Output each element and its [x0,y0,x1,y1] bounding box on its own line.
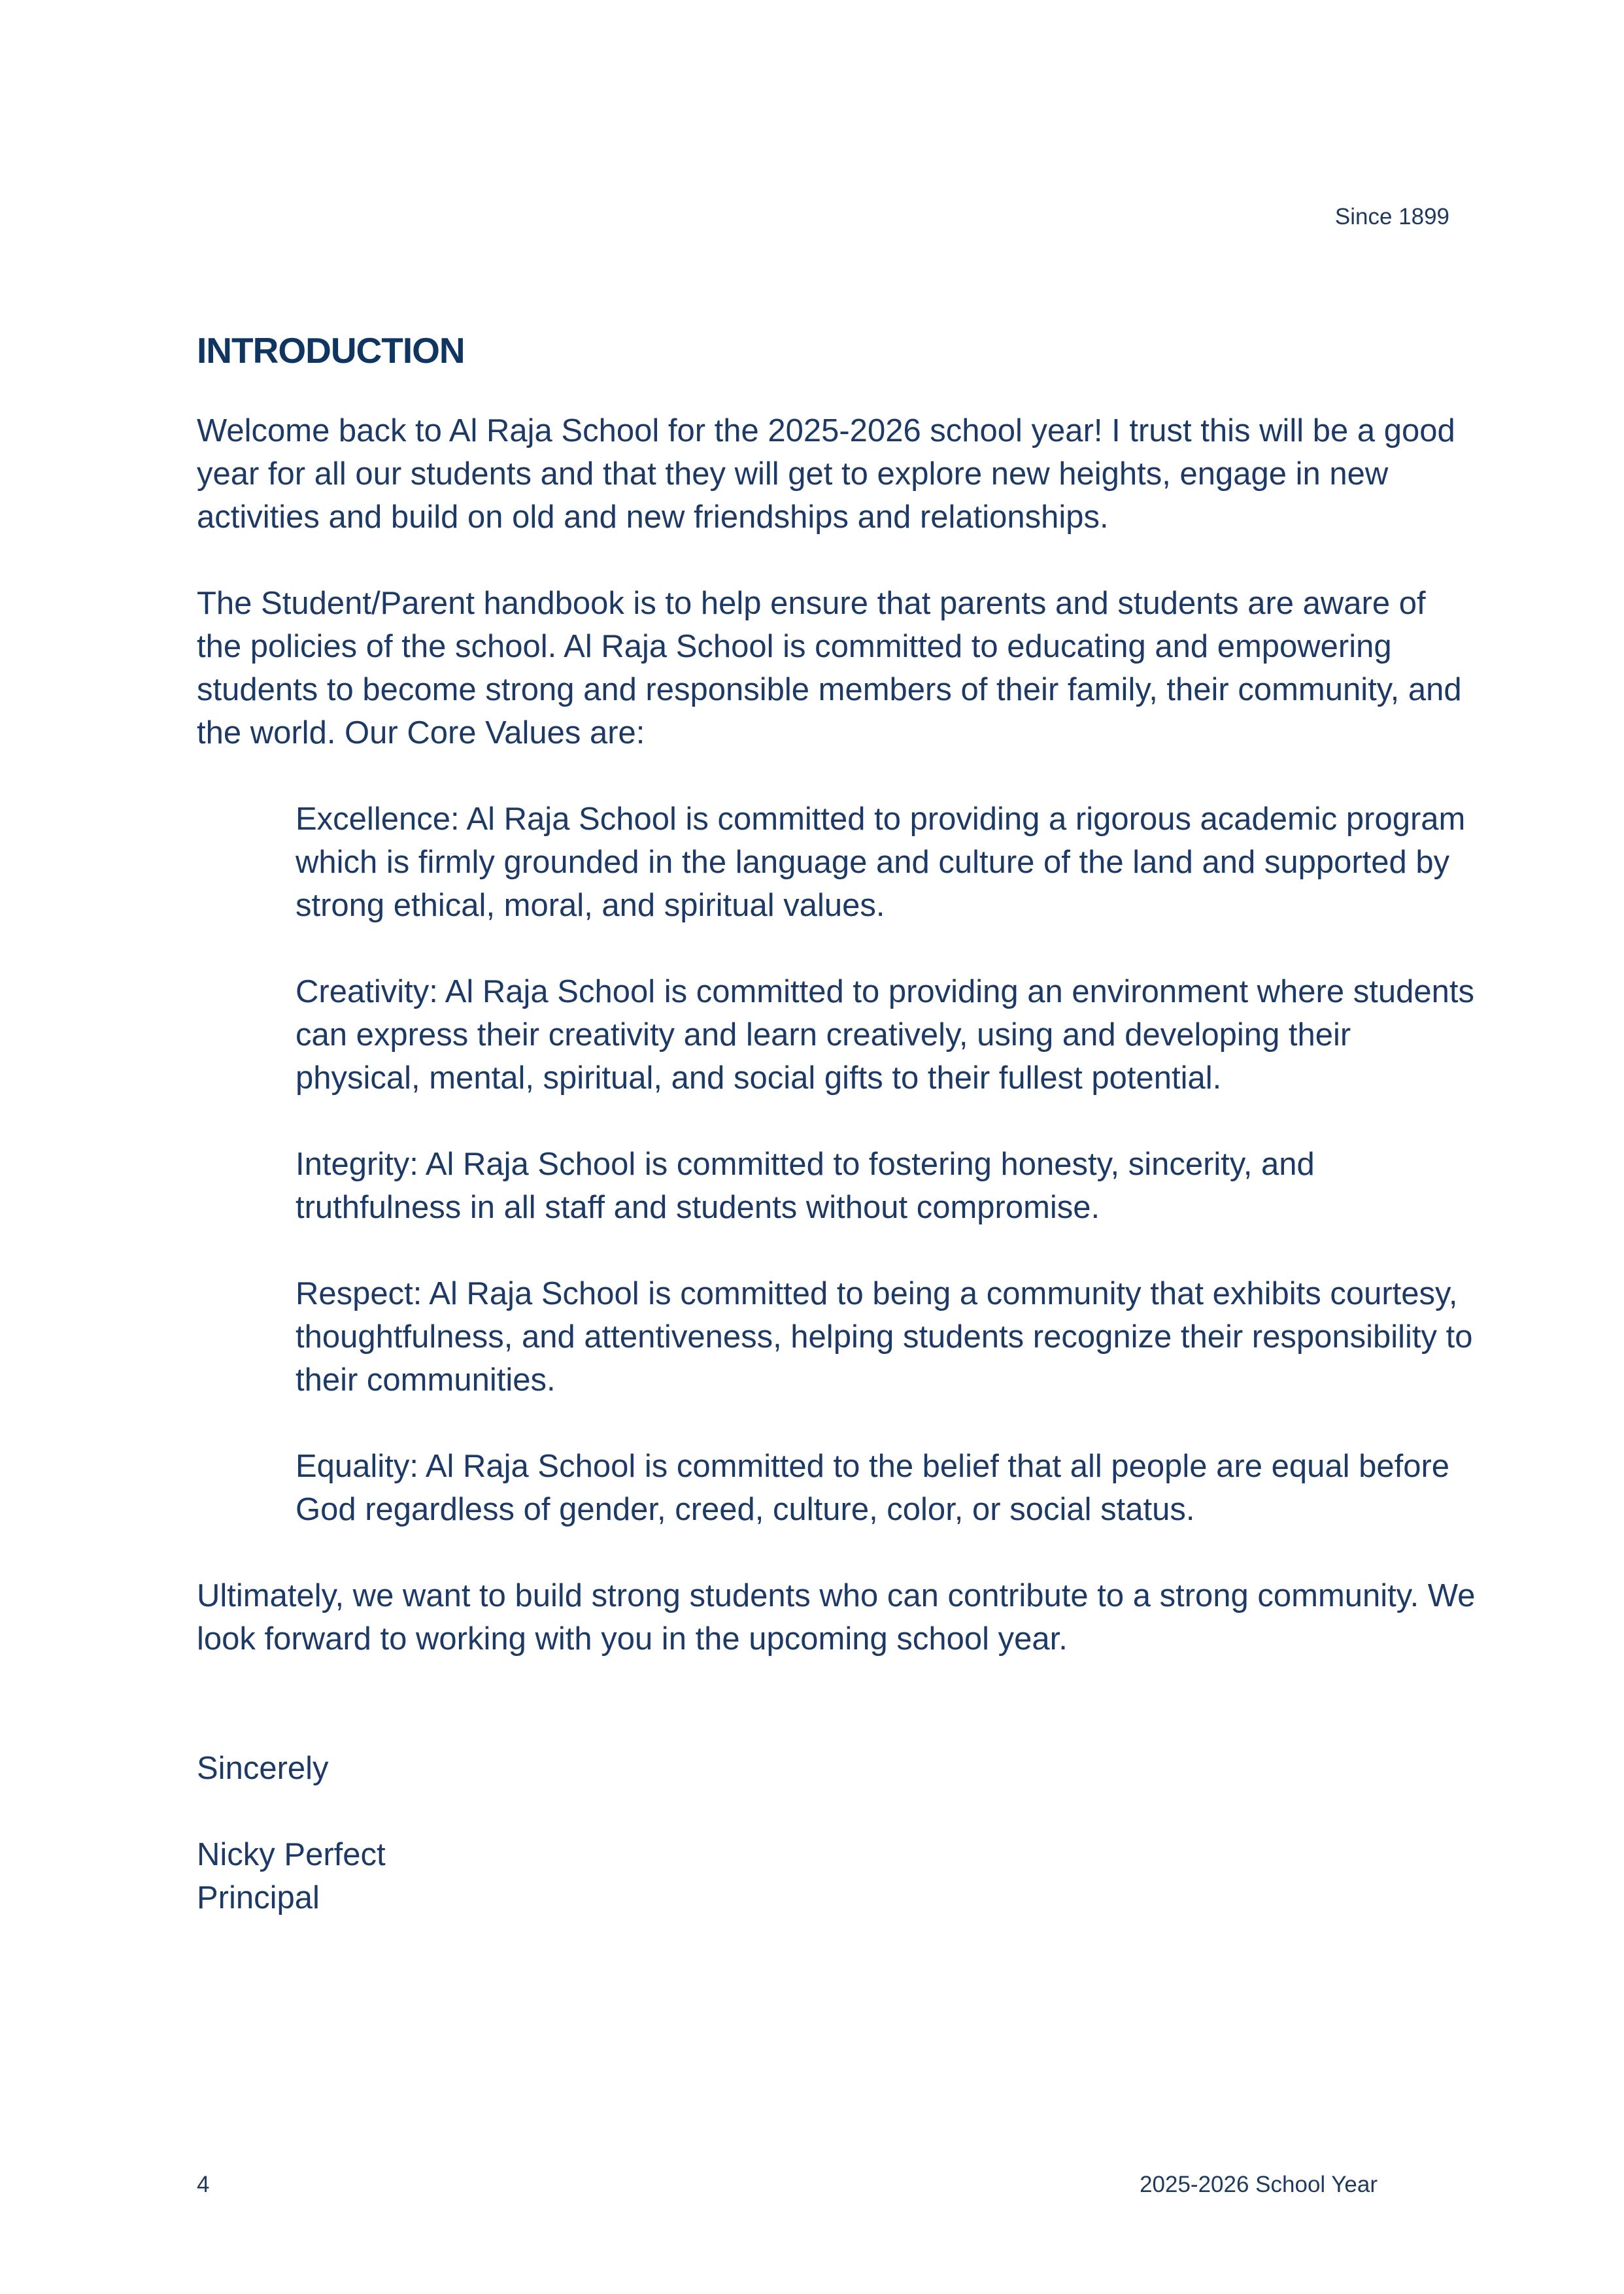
closing-paragraph: Ultimately, we want to build strong students who can contribute to a strong community. We look forward to working with you in the upcoming school year. [197,1578,1476,1657]
page-number: 4 [197,2172,210,2197]
core-value-equality: Equality: Al Raja School is committed to the belief that all people are equal before God regardless of gender, creed, culture, color, or social status. [296,1449,1450,1527]
signature-title: Principal [197,1880,320,1915]
signature-name: Nicky Perfect [197,1837,386,1872]
document-body [197,328,1478,1919]
footer-school-year: 2025-2026 School Year [1140,2172,1378,2197]
signoff: Sincerely [197,1751,329,1786]
core-values-list [197,798,1478,1531]
since-label: Since 1899 [1334,204,1449,229]
section-title: INTRODUCTION [197,330,465,371]
core-value-integrity: Integrity: Al Raja School is committed to fostering honesty, sincerity, and truthfulness in all staff and students without compromise. [296,1147,1315,1225]
handbook-paragraph: The Student/Parent handbook is to help ensure that parents and students are aware of the policies of the school. Al Raja School is committed to educating and empowering students to become strong and responsible members of their family, their community, and the world. Our Core Values are: [197,586,1462,751]
core-value-respect: Respect: Al Raja School is committed to being a community that exhibits courtesy, thoughtfulness, and attentiveness, helping students recognize their responsibility to their communities. [296,1276,1473,1398]
core-value-creativity: Creativity: Al Raja School is committed to providing an environment where students can express their creativity and learn creatively, using and developing their physical, mental, spiritual, and social gifts to their fullest potential. [296,974,1474,1096]
intro-paragraph: Welcome back to Al Raja School for the 2025-2026 school year! I trust this will be a good year for all our students and that they will get to explore new heights, engage in new activities and build on old and new friendships and relationships. [197,413,1455,535]
core-value-excellence: Excellence: Al Raja School is committed to providing a rigorous academic program which is firmly grounded in the language and culture of the land and supported by strong ethical, moral, and spiritual values. [296,801,1466,923]
signature-block [197,1833,1478,1919]
